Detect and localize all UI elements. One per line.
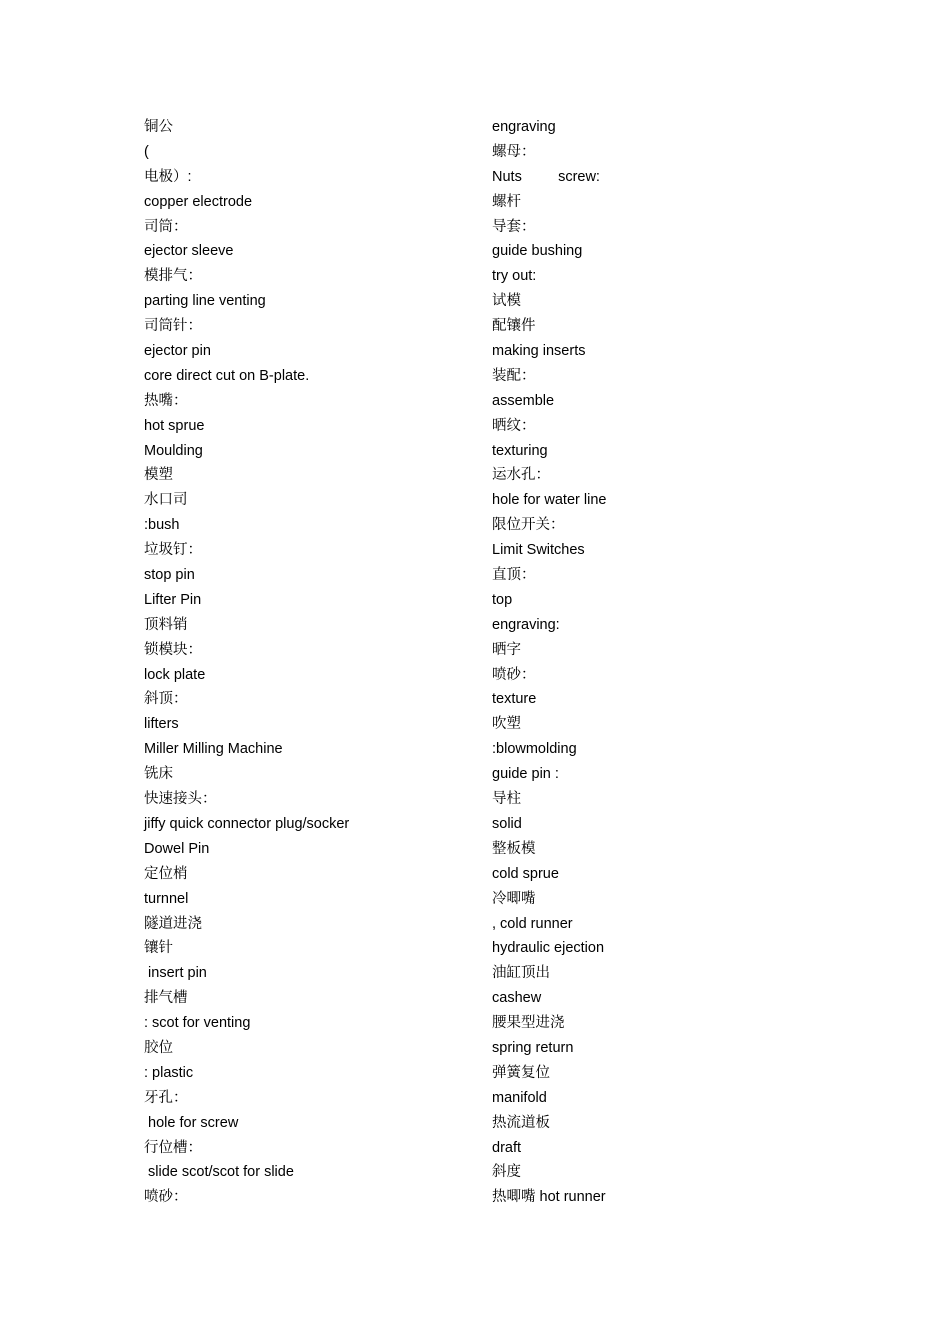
term-line: assemble: [492, 392, 555, 409]
term-line: Dowel Pin: [144, 840, 210, 857]
term-line: 锁模块：: [144, 641, 202, 658]
term-line: 运水孔：: [492, 467, 550, 484]
term-line: 排气槽: [144, 990, 188, 1007]
term-line: Moulding: [144, 442, 203, 459]
term-line: top: [492, 591, 513, 608]
term-line: 隧道进浇: [144, 915, 202, 932]
term-line: 模排气：: [144, 268, 202, 285]
term-line: 螺杆: [492, 193, 521, 210]
term-line: 定位梢: [144, 865, 188, 882]
term-line: draft: [492, 1139, 522, 1156]
term-line: 胶位: [144, 1039, 173, 1056]
term-line: parting line venting: [144, 293, 266, 310]
right-term-column: [492, 115, 822, 1210]
term-line: try out:: [492, 268, 537, 285]
term-line: copper electrode: [144, 193, 253, 210]
term-line: 垃圾钉：: [144, 542, 202, 559]
term-line: texture: [492, 691, 537, 708]
term-line: 水口司: [144, 492, 188, 509]
term-line: 喷砂：: [492, 666, 536, 683]
term-line: jiffy quick connector plug/socker: [144, 815, 350, 832]
term-line: 顶料销: [144, 616, 188, 633]
term-line: 行位槽：: [144, 1139, 202, 1156]
term-line: 配镶件: [492, 318, 536, 335]
term-line: 整板模: [492, 840, 536, 857]
term-line: Limit Switches: [492, 542, 585, 559]
term-line: 吹塑: [492, 716, 521, 733]
term-line: : scot for venting: [144, 1015, 251, 1032]
term-line: 螺母：: [492, 143, 536, 160]
term-line: 铣床: [144, 766, 173, 783]
term-line: core direct cut on B-plate.: [144, 367, 310, 384]
term-line: 电极）:: [144, 168, 192, 185]
term-line: texturing: [492, 442, 548, 459]
term-line: 晒字: [492, 641, 521, 658]
term-line: 导套：: [492, 218, 536, 235]
term-line: 油缸顶出: [492, 965, 550, 982]
term-line: :bush: [144, 517, 180, 534]
term-line: insert pin: [144, 965, 207, 982]
term-line: 限位开关：: [492, 517, 565, 534]
term-line: Lifter Pin: [144, 591, 202, 608]
term-line: lock plate: [144, 666, 206, 683]
term-line: , cold runner: [492, 915, 573, 932]
term-line: solid: [492, 815, 522, 832]
term-line: 快速接头：: [144, 791, 217, 808]
left-term-column: [144, 115, 474, 1210]
term-line: : plastic: [144, 1064, 194, 1081]
term-line: making inserts: [492, 343, 586, 360]
term-line: manifold: [492, 1089, 547, 1106]
term-line: 斜顶：: [144, 691, 188, 708]
term-line: 导柱: [492, 791, 521, 808]
term-line: hole for screw: [144, 1114, 239, 1131]
term-line: 装配：: [492, 367, 536, 384]
term-line: cold sprue: [492, 865, 559, 882]
term-line: 冷唧嘴: [492, 890, 536, 907]
term-line: 热流道板: [492, 1114, 550, 1131]
term-line: engraving: [492, 119, 556, 135]
term-line: 斜度: [492, 1164, 521, 1181]
term-line: 晒纹：: [492, 417, 536, 434]
term-line: Nuts screw:: [492, 168, 600, 185]
term-line: guide pin :: [492, 766, 559, 783]
term-line: lifters: [144, 716, 179, 733]
term-line: cashew: [492, 990, 542, 1007]
term-line: 镶针: [144, 940, 173, 957]
term-line: 牙孔：: [144, 1089, 188, 1106]
term-line: 司筒：: [144, 218, 188, 235]
term-line: hydraulic ejection: [492, 940, 605, 957]
term-line: 模塑: [144, 467, 173, 484]
term-line: Miller Milling Machine: [144, 741, 283, 758]
term-line: turnnel: [144, 890, 189, 907]
term-line: (: [144, 143, 149, 160]
term-line: :blowmolding: [492, 741, 577, 758]
term-line: 热唧嘴 hot runner: [492, 1189, 606, 1206]
term-line: guide bushing: [492, 243, 583, 260]
term-line: 直顶：: [492, 567, 536, 584]
term-line: engraving:: [492, 616, 560, 633]
term-line: spring return: [492, 1039, 574, 1056]
term-line: 弹簧复位: [492, 1064, 550, 1081]
term-line: 铜公: [144, 119, 173, 135]
term-line: 司筒针：: [144, 318, 202, 335]
term-line: ejector pin: [144, 343, 211, 360]
term-line: slide scot/scot for slide: [144, 1164, 294, 1181]
term-line: hole for water line: [492, 492, 607, 509]
term-line: stop pin: [144, 567, 195, 584]
term-line: 试模: [492, 293, 521, 310]
term-line: hot sprue: [144, 417, 205, 434]
term-line: ejector sleeve: [144, 243, 234, 260]
term-line: 腰果型进浇: [492, 1015, 565, 1032]
term-line: 喷砂：: [144, 1189, 188, 1206]
term-line: 热嘴：: [144, 392, 188, 409]
